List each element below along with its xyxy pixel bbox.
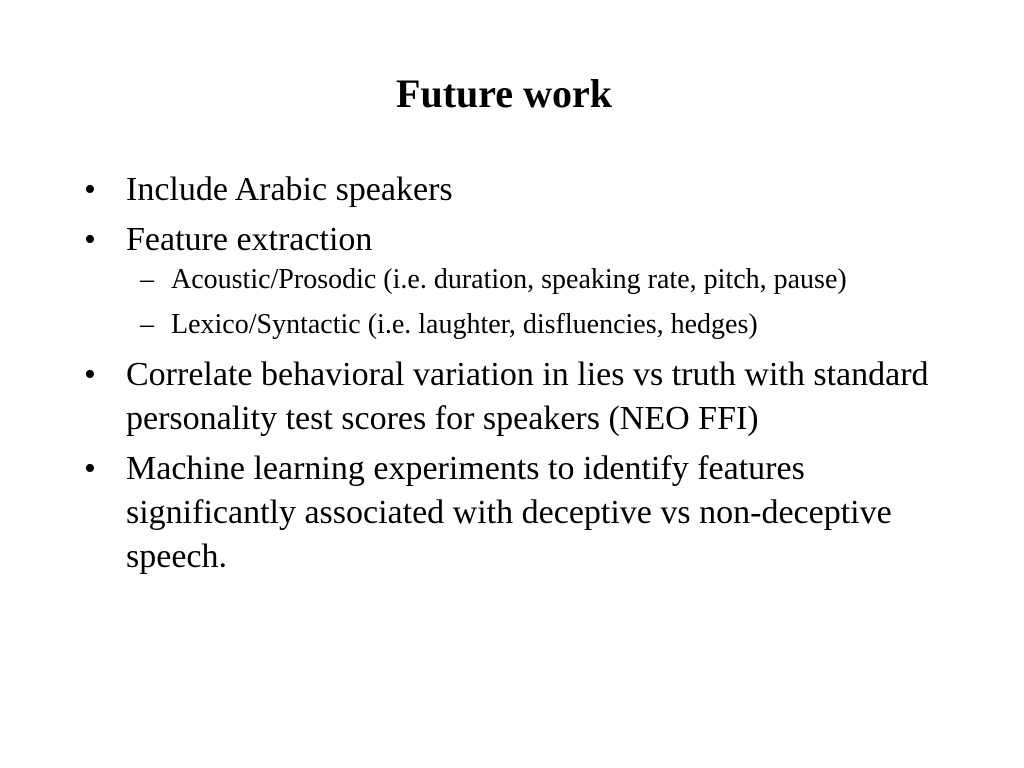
bullet-text: Feature extraction	[126, 221, 373, 258]
bullet-item	[84, 218, 944, 342]
sub-bullet-item	[126, 263, 944, 297]
bullet-marker: •	[84, 450, 96, 487]
bullet-item	[84, 168, 944, 212]
bullet-marker: •	[84, 171, 96, 208]
slide-title: Future work	[396, 71, 612, 116]
bullet-text: Machine learning experiments to identify features significantly associated with deceptive vs non-deceptive speech.	[126, 450, 892, 575]
bullet-item	[84, 353, 944, 441]
bullet-text: Correlate behavioral variation in lies vs truth with standard personality test scores for speakers (NEO FFI)	[126, 356, 929, 437]
bullet-item	[84, 447, 944, 579]
sub-bullet-text: Lexico/Syntactic (i.e. laughter, disfluencies, hedges)	[171, 309, 758, 340]
dash-marker: –	[140, 264, 154, 295]
bullet-marker: •	[84, 356, 96, 393]
bullet-text: Include Arabic speakers	[126, 171, 453, 208]
sub-bullet-list	[126, 263, 944, 342]
sub-bullet-text: Acoustic/Prosodic (i.e. duration, speaking rate, pitch, pause)	[171, 264, 847, 295]
dash-marker: –	[140, 309, 154, 340]
bullet-marker: •	[84, 221, 96, 258]
bullet-list	[84, 168, 944, 585]
sub-bullet-item	[126, 308, 944, 342]
